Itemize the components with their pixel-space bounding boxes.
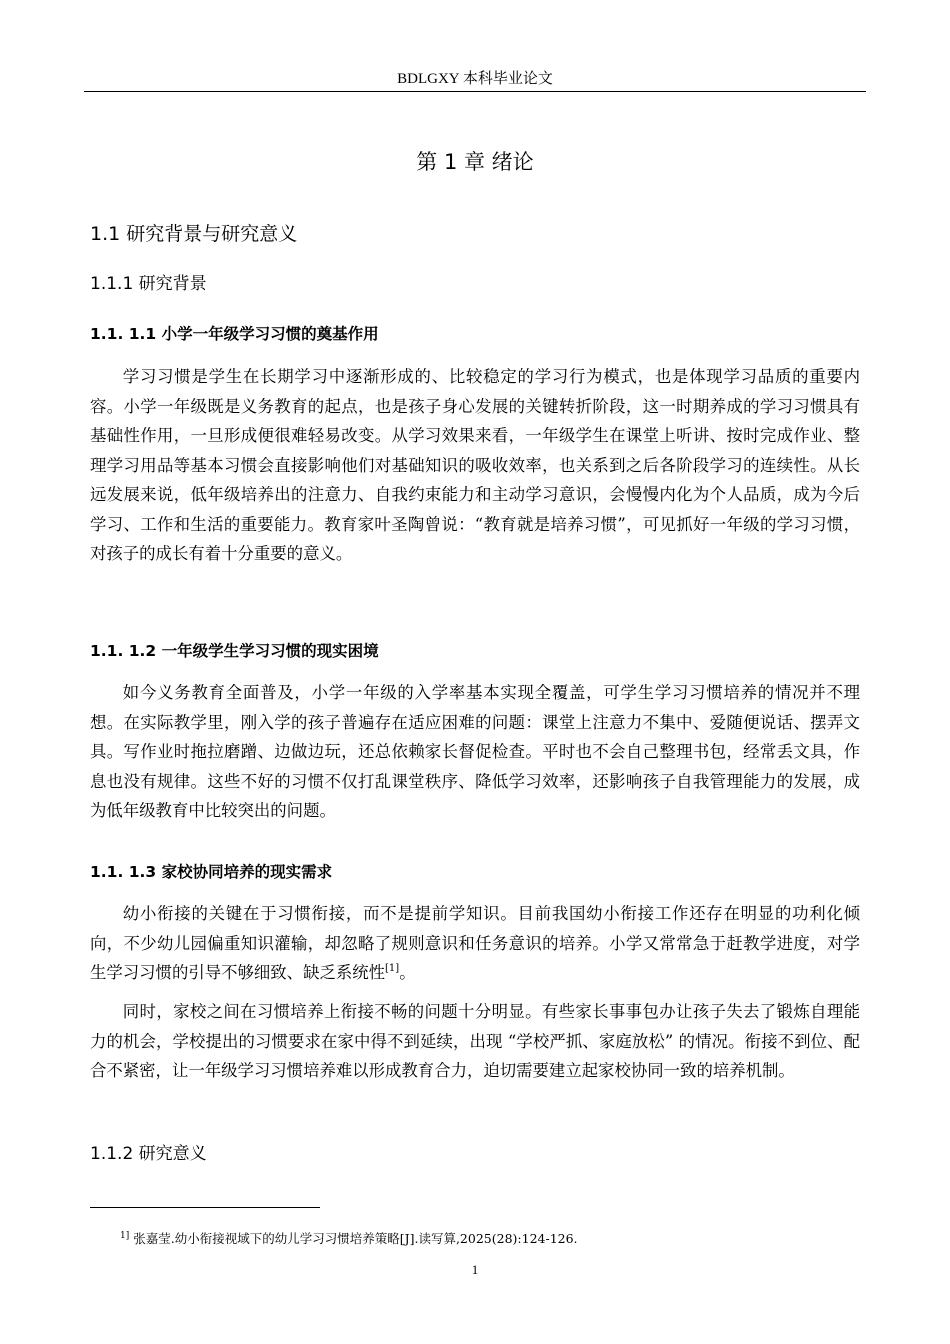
paragraph-home-school: 同时，家校之间在习惯培养上衔接不畅的问题十分明显。有些家长事事包办让孩子失去了锻炼自理能力的机会，学校提出的习惯要求在家中得不到延续，出现 “学校严抓、家庭放松” 的情况。衔接不到位、配合不紧密，让一年级学习习惯培养难以形成教育合力，迫切需要建立起家校协同一致的培养机制。 [90, 1002, 860, 1080]
section-heading-1-1-2: 1.1.2 研究意义 [90, 1144, 207, 1164]
citation-ref[interactable]: [1] [385, 963, 400, 974]
footnote-rule [90, 1207, 320, 1208]
page-number: 1 [471, 1262, 479, 1277]
section-heading-1-1-1-3: 1.1. 1.3 家校协同培养的现实需求 [90, 863, 333, 881]
paragraph-end: 。 [399, 963, 416, 982]
footnote-text: 张嘉莹.幼小衔接视域下的幼儿学习习惯培养策略[J].读写算,2025(28):124-126. [133, 1231, 578, 1246]
section-heading-1-1-1-2: 1.1. 1.2 一年级学生学习习惯的现实困境 [90, 642, 379, 660]
header-rule [84, 91, 866, 92]
section-heading-1-1: 1.1 研究背景与研究意义 [90, 223, 298, 245]
footnote-mark: 1] [120, 1231, 130, 1241]
footnote [120, 1228, 578, 1247]
paragraph-foundational-role: 学习习惯是学生在长期学习中逐渐形成的、比较稳定的学习行为模式，也是体现学习品质的重要内容。小学一年级既是义务教育的起点，也是孩子身心发展的关键转折阶段，这一时期养成的学习习惯具有基础性作用，一旦形成便很难轻易改变。从学习效果来看，一年级学生在课堂上听讲、按时完成作业、整理学习用品等基本习惯会直接影响他们对基础知识的吸收效率，也关系到之后各阶段学习的连续性。从长远发展来说，低年级培养出的注意力、自我约束能力和主动学习意识，会慢慢内化为个人品质，成为今后学习、工作和生活的重要能力。教育家叶圣陶曾说：“教育就是培养习惯”，可见抓好一年级的学习习惯，对孩子的成长有着十分重要的意义。 [90, 367, 860, 563]
paragraph-text: 幼小衔接的关键在于习惯衔接，而不是提前学知识。目前我国幼小衔接工作还存在明显的功利化倾向，不少幼儿园偏重知识灌输，却忽略了规则意识和任务意识的培养。小学又常常急于赶教学进度，对学生学习习惯的引导不够细致、缺乏系统性 [90, 904, 860, 982]
running-header: BDLGXY 本科毕业论文 [397, 71, 553, 87]
paragraph-transition-needs [90, 899, 860, 988]
chapter-title: 第 1 章 绪论 [416, 150, 534, 174]
section-heading-1-1-1: 1.1.1 研究背景 [90, 274, 207, 294]
section-heading-1-1-1-1: 1.1. 1.1 小学一年级学习习惯的奠基作用 [90, 325, 379, 343]
paragraph-current-difficulties: 如今义务教育全面普及，小学一年级的入学率基本实现全覆盖，可学生学习习惯培养的情况并不理想。在实际教学里，刚入学的孩子普遍存在适应困难的问题：课堂上注意力不集中、爱随便说话、摆弄文具。写作业时拖拉磨蹭、边做边玩，还总依赖家长督促检查。平时也不会自己整理书包，经常丢文具，作息也没有规律。这些不好的习惯不仅打乱课堂秩序、降低学习效率，还影响孩子自我管理能力的发展，成为低年级教育中比较突出的问题。 [90, 683, 860, 820]
